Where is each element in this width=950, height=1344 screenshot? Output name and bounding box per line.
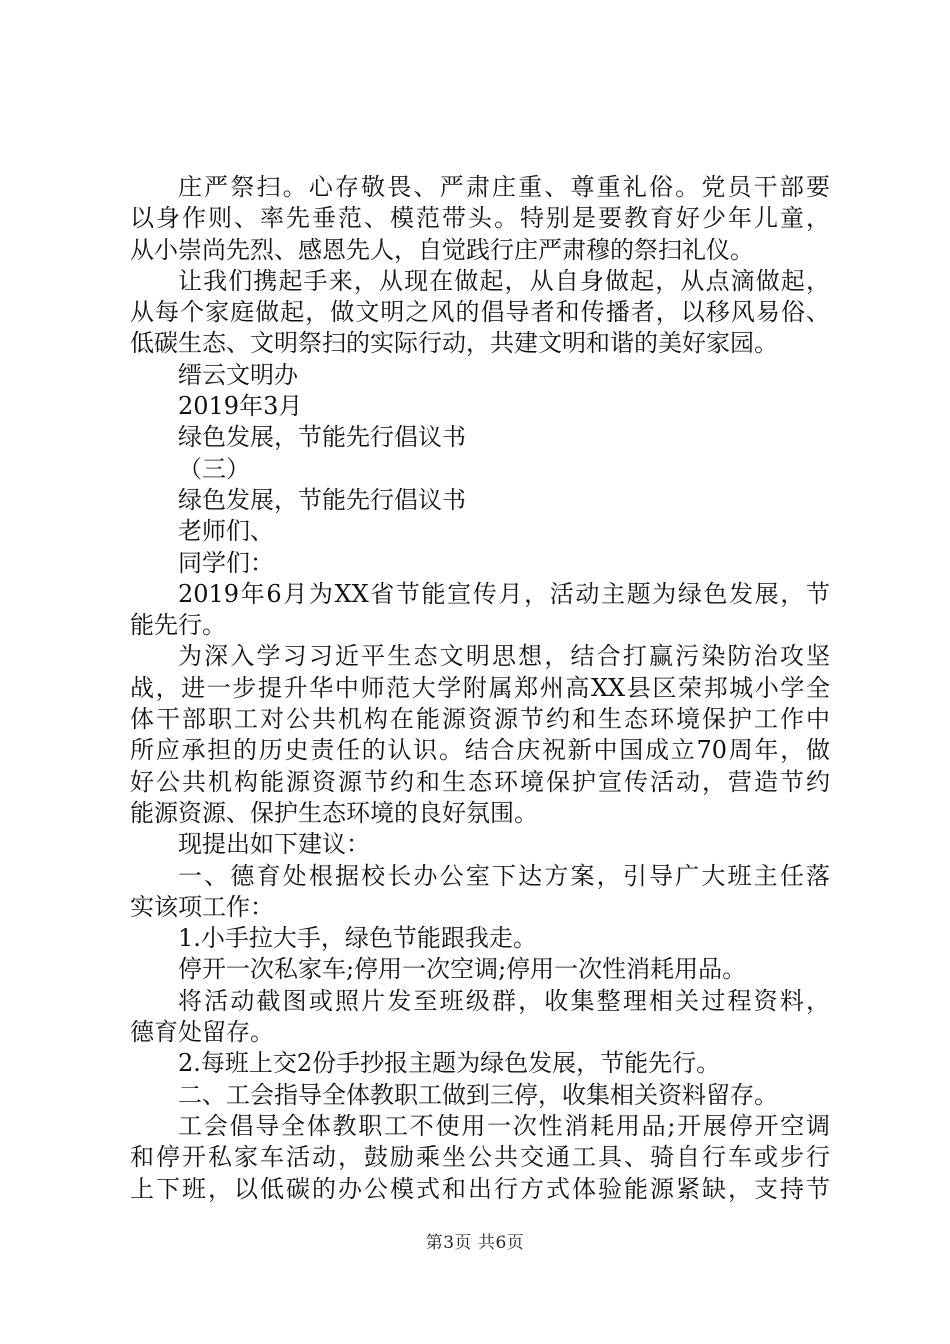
text-line: 为深入学习习近平生态文明思想，结合打赢污染防治攻坚 <box>178 642 830 671</box>
salutation: 同学们： <box>178 548 274 577</box>
text-line: 2019年6月为XX省节能宣传月，活动主题为绿色发展，节 <box>178 579 830 608</box>
list-item: 2.每班上交2份手抄报主题为绿色发展，节能先行。 <box>178 1049 721 1078</box>
text-line: 低碳生态、文明祭扫的实际行动，共建文明和谐的美好家园。 <box>130 329 778 358</box>
text-line: 一、德育处根据校长办公室下达方案，引导广大班主任落 <box>178 861 830 890</box>
text-line: 现提出如下建议： <box>178 830 370 859</box>
list-item: 1.小手拉大手，绿色节能跟我走。 <box>178 924 537 953</box>
text-line: 战，进一步提升华中师范大学附属郑州高XX县区荣邦城小学全 <box>130 673 830 702</box>
text-line: 能先行。 <box>130 611 226 640</box>
salutation: 老师们、 <box>178 517 274 546</box>
text-line: 体干部职工对公共机构在能源资源节约和生态环境保护工作中 <box>130 705 830 734</box>
text-line: 以身作则、率先垂范、模范带头。特别是要教育好少年儿童， <box>130 204 830 233</box>
signature-org: 缙云文明办 <box>178 360 298 389</box>
text-line: 将活动截图或照片发至班级群，收集整理相关过程资料， <box>178 986 830 1015</box>
text-line: 和停开私家车活动，鼓励乘坐公共交通工具、骑自行车或步行 <box>130 1143 830 1172</box>
section-number: （三） <box>178 454 250 483</box>
text-line: 庄严祭扫。心存敬畏、严肃庄重、尊重礼俗。党员干部要 <box>178 173 830 201</box>
text-line: 从每个家庭做起，做文明之风的倡导者和传播者，以移风易俗、 <box>130 298 830 327</box>
text-line: 让我们携起手来，从现在做起，从自身做起，从点滴做起， <box>178 266 830 295</box>
text-line: 工会倡导全体教职工不使用一次性消耗用品;开展停开空调 <box>178 1111 830 1140</box>
page-number-footer: 第3页 共6页 <box>425 1233 525 1253</box>
document-body <box>130 172 830 1205</box>
text-line: 实该项工作： <box>130 892 274 921</box>
text-line: 德育处留存。 <box>130 1018 274 1047</box>
text-line: 二、工会指导全体教职工做到三停，收集相关资料留存。 <box>178 1080 778 1109</box>
section-title: 绿色发展，节能先行倡议书 <box>178 485 466 514</box>
signature-date: 2019年3月 <box>178 392 303 421</box>
text-line: 停开一次私家车;停用一次空调;停用一次性消耗用品。 <box>178 955 747 984</box>
text-line: 从小崇尚先烈、感恩先人，自觉践行庄严肃穆的祭扫礼仪。 <box>130 235 754 264</box>
section-title: 绿色发展，节能先行倡议书 <box>178 423 466 452</box>
text-line: 好公共机构能源资源节约和生态环境保护宣传活动，营造节约 <box>130 767 830 796</box>
text-line: 所应承担的历史责任的认识。结合庆祝新中国成立70周年，做 <box>130 736 830 765</box>
text-line: 上下班，以低碳的办公模式和出行方式体验能源紧缺，支持节 <box>130 1174 830 1203</box>
text-line: 能源资源、保护生态环境的良好氛围。 <box>130 798 538 827</box>
